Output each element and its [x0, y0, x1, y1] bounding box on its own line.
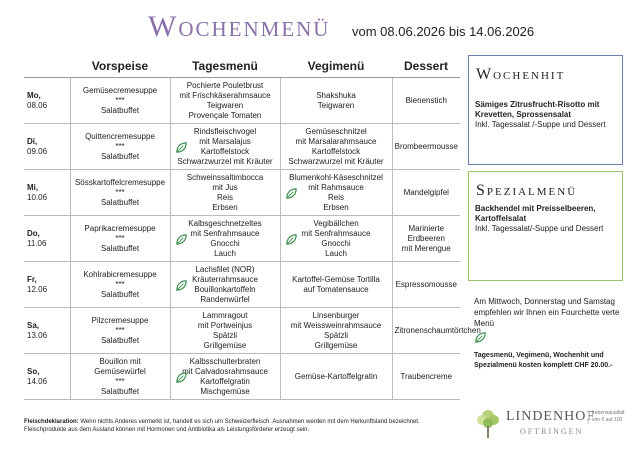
- menu-table: [24, 55, 481, 400]
- day-name: So,: [27, 366, 40, 376]
- day-name: Sa,: [27, 320, 40, 330]
- menu-line: mit Frischkäserahmsauce: [179, 90, 271, 100]
- leaf-icon: [285, 233, 298, 246]
- menu-line: ***: [115, 187, 125, 197]
- day-name: Mi,: [27, 182, 39, 192]
- menu-line: Gemüseschnitzel: [305, 126, 367, 136]
- logo-tagline: von 0 auf 100: [592, 417, 623, 423]
- day-date: 11.06: [27, 238, 47, 248]
- menu-line: Erbsen: [323, 202, 349, 212]
- column-header: Vorspeise: [70, 55, 170, 78]
- dessert-cell: [392, 216, 460, 262]
- menu-line: ***: [115, 95, 125, 105]
- dessert-cell: [392, 78, 460, 124]
- menu-line: Gnocchi: [321, 238, 351, 248]
- tagesmenu-cell: [170, 308, 280, 354]
- menu-line: ***: [115, 279, 125, 289]
- spezial-heading: Spezialmenü: [476, 182, 578, 199]
- day-cell: [24, 354, 70, 400]
- menu-line: Gnocchi: [210, 238, 240, 248]
- vegimenu-cell: [280, 78, 392, 124]
- menu-line: Reis: [327, 192, 344, 202]
- menu-line: Bienenstich: [405, 95, 447, 105]
- wochenhit-info: Inkl. Tagessalat /-Suppe und Dessert: [475, 120, 606, 129]
- vorspeise-cell: [70, 262, 170, 308]
- spezial-info: Inkl. Tagessalat/-Suppe und Dessert: [475, 224, 604, 233]
- day-name: Do,: [27, 228, 40, 238]
- tagesmenu-cell: [170, 262, 280, 308]
- menu-line: Espressomousse: [395, 279, 457, 289]
- table-row: [24, 262, 460, 308]
- menu-line: Pilzcremesuppe: [91, 315, 149, 325]
- menu-line: Kartoffelstock: [200, 146, 250, 156]
- menu-line: ***: [115, 376, 125, 386]
- menu-line: Provençale Tomaten: [188, 110, 262, 120]
- menu-line: Brombeermousse: [394, 141, 458, 151]
- menu-line: Spätzli: [323, 330, 348, 340]
- menu-line: Salatbuffet: [100, 335, 140, 345]
- price-note: Tagesmenü, Vegimenü, Wochenhit und Spezialmenü kosten komplett CHF 20.00.-: [474, 352, 613, 369]
- menu-line: Traubencreme: [400, 371, 453, 381]
- leaf-icon: [285, 187, 298, 200]
- menu-line: Schweinssaltimbocca: [186, 172, 264, 182]
- day-date: 13.06: [27, 330, 48, 340]
- menu-line: Kalbsschulterbraten: [189, 356, 261, 366]
- wochenhit-dish: Sämiges Zitrusfrucht-Risotto mit Krevetten, Sprossensalat: [475, 100, 600, 119]
- menu-line: Vegibällchen: [313, 218, 359, 228]
- menu-line: Salatbuffet: [100, 386, 140, 396]
- menu-line: Kartoffel-Gemüse Tortilla: [292, 274, 380, 284]
- menu-line: Salatbuffet: [100, 289, 140, 299]
- menu-line: Gemüse-Kartoffelgratin: [294, 371, 378, 381]
- vegimenu-cell: [280, 124, 392, 170]
- menu-line: Kohlrabicremesuppe: [83, 269, 157, 279]
- menu-line: Salatbuffet: [100, 197, 140, 207]
- vegimenu-cell: [280, 170, 392, 216]
- column-header: Tagesmenü: [170, 55, 280, 78]
- menu-line: auf Tomatensauce: [303, 284, 369, 294]
- day-name: Di,: [27, 136, 38, 146]
- tagesmenu-cell: [170, 124, 280, 170]
- menu-line: Salatbuffet: [100, 105, 140, 115]
- tagesmenu-cell: [170, 78, 280, 124]
- logo-name: LINDENHOF: [506, 409, 596, 424]
- menu-line: Bouillon mit Gemüsewürfel: [94, 356, 146, 376]
- day-cell: [24, 216, 70, 262]
- leaf-icon: [175, 141, 188, 154]
- leaf-icon: [175, 371, 188, 384]
- vorspeise-cell: [70, 308, 170, 354]
- menu-line: Kartoffelgratin: [200, 376, 250, 386]
- dessert-cell: [392, 354, 460, 400]
- menu-line: mit Portweinjus: [197, 320, 253, 330]
- vegimenu-cell: [280, 354, 392, 400]
- menu-line: mit Calvadosrahmsauce: [182, 366, 268, 376]
- menu-line: Quittencremesuppe: [85, 131, 155, 141]
- menu-line: mit Marsalarahmsauce: [295, 136, 377, 146]
- day-date: 14.06: [27, 376, 48, 386]
- dessert-cell: [392, 262, 460, 308]
- table-row: [24, 308, 460, 354]
- tagesmenu-cell: [170, 170, 280, 216]
- day-date: 12.06: [27, 284, 48, 294]
- spezial-box: [468, 171, 623, 281]
- table-row: [24, 354, 460, 400]
- menu-line: Teigwaren: [317, 100, 355, 110]
- vorspeise-cell: [70, 354, 170, 400]
- menu-line: Bouillonkartoffeln: [194, 284, 256, 294]
- menu-line: Kartoffelstock: [311, 146, 361, 156]
- menu-line: Rindsfleischvogel: [193, 126, 257, 136]
- day-date: 08.06: [27, 100, 48, 110]
- menu-line: ***: [115, 233, 125, 243]
- menu-line: Salatbuffet: [100, 243, 140, 253]
- menu-line: Spätzli: [212, 330, 237, 340]
- menu-line: Grillgemüse: [203, 340, 247, 350]
- day-date: 10.06: [27, 192, 48, 202]
- wochenhit-box: [468, 55, 623, 165]
- dessert-cell: [392, 170, 460, 216]
- logo-tagline: Lebensqualität: [592, 410, 625, 416]
- leaf-icon: [474, 331, 487, 344]
- fourchette-note: Am Mittwoch, Donnerstag und Samstag empfehlen wir Ihnen ein Fourchette verte Menü: [474, 297, 620, 328]
- tree-icon: [474, 406, 502, 440]
- vorspeise-cell: [70, 124, 170, 170]
- day-cell: [24, 170, 70, 216]
- menu-line: mit Rahmsauce: [308, 182, 364, 192]
- column-header: Dessert: [392, 55, 460, 78]
- lindenhof-logo: [474, 406, 624, 440]
- wochenhit-heading: Wochenhit: [476, 66, 566, 83]
- menu-line: ***: [115, 141, 125, 151]
- footer-text: Wenn nichts Anderes vermerkt ist, handelt es sich um Schweizerfleisch. Ausnahmen werden mit dem Herkunftsland bezeichnet. Fleischprodukte aus dem Ausland können mit Hormonen und Antibiotika als Leistungsförderer erzeugt sein.: [24, 419, 420, 433]
- menu-line: Kräuterrahmsauce: [192, 274, 258, 284]
- menu-line: Blumenkohl-Käseschnitzel: [289, 172, 383, 182]
- meat-declaration: [24, 418, 434, 434]
- tagesmenu-cell: [170, 216, 280, 262]
- corner-cell: [24, 55, 70, 78]
- day-cell: [24, 308, 70, 354]
- day-date: 09.06: [27, 146, 48, 156]
- logo-place: OFTRINGEN: [520, 427, 584, 436]
- day-cell: [24, 78, 70, 124]
- menu-line: Randenwürfel: [200, 294, 250, 304]
- menu-line: mit Merengue: [401, 243, 451, 253]
- leaf-icon: [175, 279, 188, 292]
- vorspeise-cell: [70, 216, 170, 262]
- menu-line: Teigwaren: [206, 100, 244, 110]
- vegimenu-cell: [280, 308, 392, 354]
- spezial-dish: Backhendel mit Preisselbeeren, Kartoffelsalat: [475, 204, 596, 223]
- menu-line: Pochierte Pouletbrust: [186, 80, 264, 90]
- day-name: Mo,: [27, 90, 41, 100]
- table-row: [24, 170, 460, 216]
- leaf-icon: [175, 233, 188, 246]
- vegimenu-cell: [280, 262, 392, 308]
- menu-line: Schwarzwurzel mit Kräuter: [288, 156, 384, 166]
- menu-line: Sösskartoffelcremesuppe: [74, 177, 166, 187]
- table-row: [24, 124, 460, 170]
- menu-line: mit Marsalajus: [199, 136, 251, 146]
- dessert-cell: [392, 308, 481, 354]
- footer-label: Fleischdeklaration:: [24, 419, 79, 425]
- menu-line: Salatbuffet: [100, 151, 140, 161]
- day-name: Fr,: [27, 274, 37, 284]
- menu-line: mit Weissweinrahmsauce: [290, 320, 382, 330]
- menu-line: Lammragout: [202, 310, 248, 320]
- tagesmenu-cell: [170, 354, 280, 400]
- menu-line: Marinierte Erdbeeren: [407, 223, 445, 243]
- menu-line: Erbsen: [212, 202, 238, 212]
- menu-line: mit Senfrahmsauce: [301, 228, 371, 238]
- menu-line: Mischgemüse: [200, 386, 250, 396]
- day-cell: [24, 124, 70, 170]
- vorspeise-cell: [70, 78, 170, 124]
- menu-line: mit Jus: [212, 182, 238, 192]
- menu-line: Shakshuka: [316, 90, 356, 100]
- vegimenu-cell: [280, 216, 392, 262]
- menu-line: Schwarzwurzel mit Kräuter: [177, 156, 273, 166]
- menu-line: Lauch: [325, 248, 347, 258]
- menu-line: Lauch: [214, 248, 236, 258]
- vorspeise-cell: [70, 170, 170, 216]
- menu-line: Zitronenschaumtörtchen: [394, 325, 481, 335]
- menu-line: Reis: [216, 192, 233, 202]
- menu-line: Gemüsecremesuppe: [82, 85, 158, 95]
- menu-line: Lachsfilet (NOR): [195, 264, 255, 274]
- page-title: Wochenmenü: [148, 10, 331, 43]
- day-cell: [24, 262, 70, 308]
- menu-line: Kalbsgeschnetzeltes: [188, 218, 262, 228]
- menu-line: ***: [115, 325, 125, 335]
- menu-line: Linsenburger: [312, 310, 360, 320]
- menu-line: Paprikacremesuppe: [84, 223, 156, 233]
- table-row: [24, 78, 460, 124]
- menu-line: mit Senfrahmsauce: [190, 228, 260, 238]
- date-range: vom 08.06.2026 bis 14.06.2026: [352, 24, 535, 39]
- column-header: Vegimenü: [280, 55, 392, 78]
- menu-line: Mandelgipfel: [403, 187, 449, 197]
- menu-line: Grillgemüse: [314, 340, 358, 350]
- dessert-cell: [392, 124, 460, 170]
- table-row: [24, 216, 460, 262]
